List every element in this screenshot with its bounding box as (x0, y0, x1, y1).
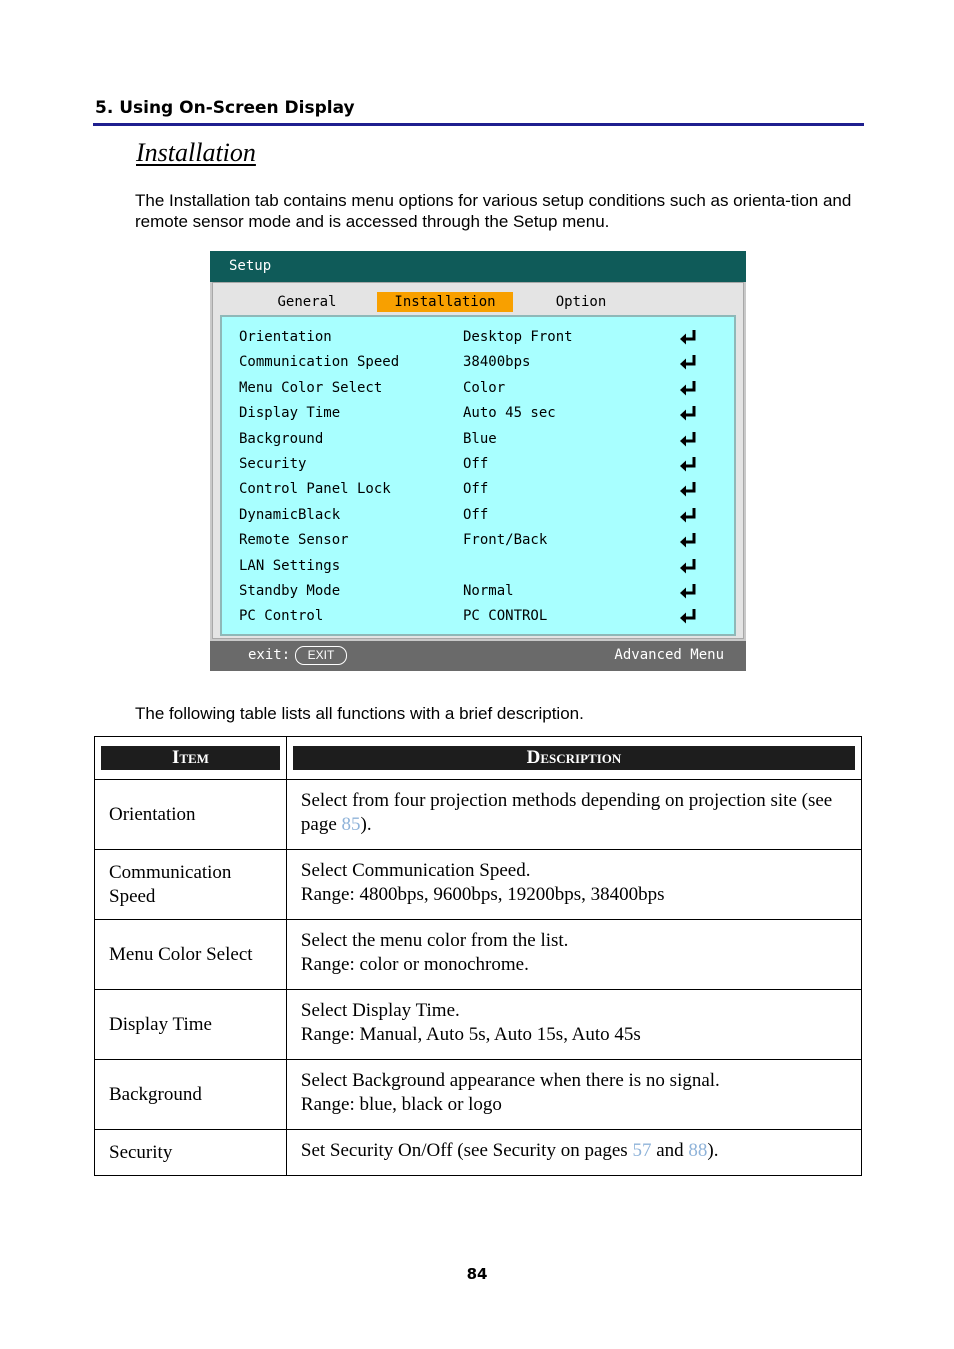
description-cell: Select Display Time. Range: Manual, Auto 5s, Auto 15s, Auto 45s (286, 990, 861, 1060)
osd-row-value: Blue (463, 430, 497, 447)
osd-row[interactable] (222, 554, 734, 579)
osd-row-value: Normal (463, 583, 514, 599)
enter-arrow-icon[interactable] (678, 506, 698, 524)
description-cell: Select the menu color from the list. Range: color or monochrome. (286, 920, 861, 990)
advanced-menu-label: Advanced Menu (614, 647, 724, 663)
osd-row-value: PC CONTROL (463, 608, 548, 625)
osd-row[interactable] (222, 401, 734, 426)
exit-button[interactable]: EXIT (295, 646, 347, 665)
osd-row[interactable] (222, 477, 734, 502)
osd-footer (210, 641, 746, 671)
osd-row-value: Desktop Front (463, 329, 573, 345)
enter-arrow-icon[interactable] (678, 379, 698, 397)
osd-row-label: Communication Speed (239, 354, 400, 371)
item-cell: Background (95, 1060, 287, 1130)
osd-row-value: Off (463, 506, 489, 523)
table-row (95, 780, 862, 850)
description-cell: Set Security On/Off (see Security on pages 57 and 88). (286, 1130, 861, 1176)
description-cell: Select Communication Speed. Range: 4800bps, 9600bps, 19200bps, 38400bps (286, 850, 861, 920)
osd-row[interactable] (222, 325, 734, 350)
osd-row-value: 38400bps (463, 354, 531, 371)
osd-option-list (220, 315, 736, 636)
osd-row-label: Menu Color Select (239, 379, 383, 396)
section-rule (93, 123, 864, 126)
table-header-row (95, 737, 862, 780)
page-title: Installation (136, 138, 256, 167)
table-intro: The following table lists all functions with a brief description. (135, 704, 584, 723)
osd-row[interactable] (222, 452, 734, 477)
osd-row-value: Auto 45 sec (463, 405, 556, 422)
page-number: 84 (466, 1265, 488, 1283)
osd-row[interactable] (222, 503, 734, 528)
osd-setup-menu (210, 251, 746, 671)
item-cell: Security (95, 1130, 287, 1176)
table-row (95, 1060, 862, 1130)
enter-arrow-icon[interactable] (678, 328, 698, 346)
osd-row-value: Color (463, 379, 506, 396)
item-cell: Orientation (95, 780, 287, 850)
page-link[interactable]: 85 (341, 814, 361, 835)
page-link[interactable]: 57 (632, 1140, 652, 1161)
header-description: Description (286, 737, 861, 780)
intro-paragraph: The Installation tab contains menu options for various setup conditions such as orienta-tion and remote sensor mode and is accessed through the Setup menu. (135, 191, 852, 231)
function-table (94, 736, 862, 1176)
table-row (95, 990, 862, 1060)
enter-arrow-icon[interactable] (678, 607, 698, 625)
header-item: Item (95, 737, 287, 780)
tab-general[interactable]: General (277, 294, 337, 310)
osd-row-label: Control Panel Lock (239, 481, 391, 498)
item-cell: Communication Speed (95, 850, 287, 920)
osd-row-label: Standby Mode (239, 583, 341, 599)
osd-row-label: Security (239, 456, 307, 472)
item-cell: Menu Color Select (95, 920, 287, 990)
table-row (95, 850, 862, 920)
enter-arrow-icon[interactable] (678, 430, 698, 448)
osd-row[interactable] (222, 376, 734, 401)
osd-row-label: PC Control (239, 608, 324, 625)
description-cell: Select from four projection methods depending on projection site (see page 85). (286, 780, 861, 850)
osd-row-value: Front/Back (463, 532, 548, 549)
enter-arrow-icon[interactable] (678, 404, 698, 422)
osd-row-label: Background (239, 430, 324, 447)
description-cell: Select Background appearance when there is no signal. Range: blue, black or logo (286, 1060, 861, 1130)
enter-arrow-icon[interactable] (678, 582, 698, 600)
table-row (95, 1130, 862, 1176)
osd-row-label: Remote Sensor (239, 532, 349, 549)
section-header: 5. Using On-Screen Display (95, 98, 355, 118)
osd-row-value: Off (463, 481, 489, 498)
tab-installation[interactable]: Installation (377, 292, 513, 312)
osd-row[interactable] (222, 579, 734, 604)
osd-title: Setup (229, 258, 272, 274)
page-link[interactable]: 88 (688, 1140, 708, 1161)
enter-arrow-icon[interactable] (678, 455, 698, 473)
osd-row-label: Orientation (239, 329, 332, 345)
osd-row[interactable] (222, 604, 734, 629)
enter-arrow-icon[interactable] (678, 531, 698, 549)
enter-arrow-icon[interactable] (678, 480, 698, 498)
osd-row-label: Display Time (239, 405, 341, 422)
osd-row-label: LAN Settings (239, 557, 341, 574)
enter-arrow-icon[interactable] (678, 353, 698, 371)
osd-row-value: Off (463, 456, 489, 472)
osd-row[interactable] (222, 528, 734, 553)
osd-titlebar (210, 251, 746, 282)
enter-arrow-icon[interactable] (678, 557, 698, 575)
osd-row[interactable] (222, 350, 734, 375)
exit-label: exit: (248, 647, 291, 663)
item-cell: Display Time (95, 990, 287, 1060)
osd-row[interactable] (222, 427, 734, 452)
table-row (95, 920, 862, 990)
osd-row-label: DynamicBlack (239, 506, 341, 523)
tab-option[interactable]: Option (555, 294, 607, 310)
